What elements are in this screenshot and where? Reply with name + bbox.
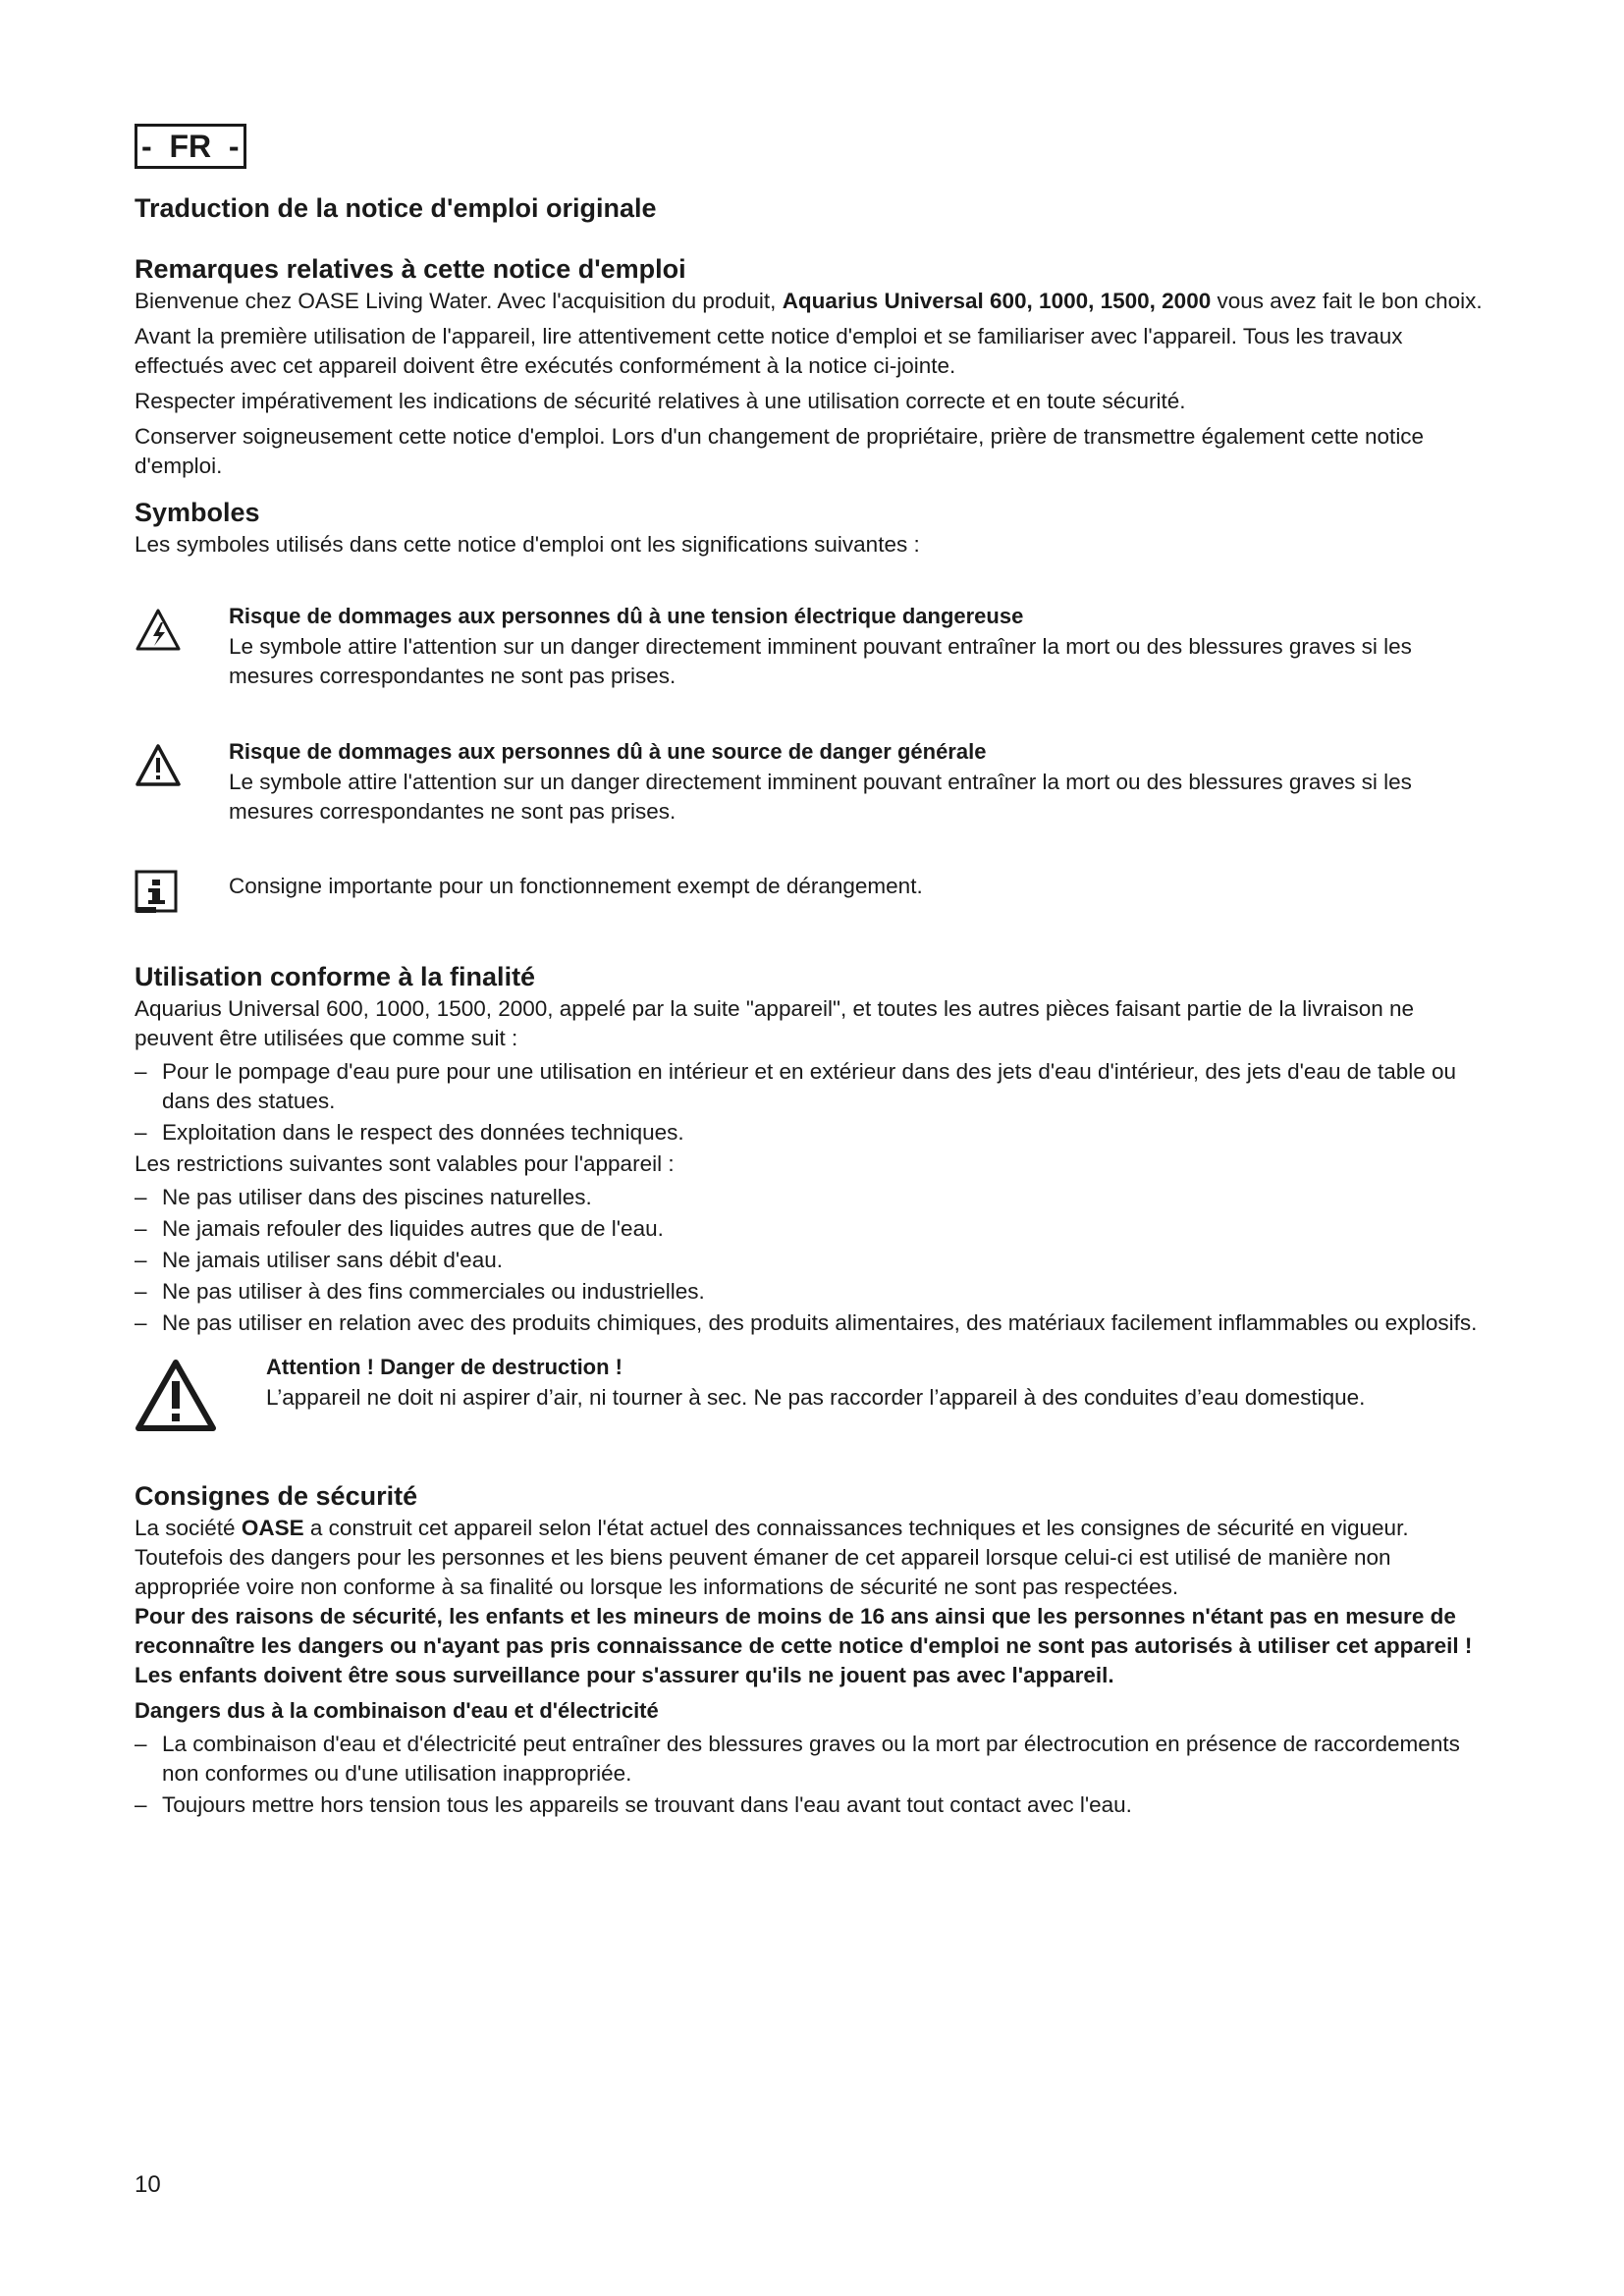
usage-intro: Aquarius Universal 600, 1000, 1500, 2000, appelé par la suite "appareil", et toutes les autres pièces faisant partie de la livraison ne peuvent être utilisées que comme suit : (135, 996, 1415, 1050)
usage-heading: Utilisation conforme à la finalité (135, 962, 536, 991)
symbol-general-text: Le symbole attire l'attention sur un danger directement imminent pouvant entraîner la mort ou des blessures graves si les mesures correspondantes ne sont pas prises. (229, 770, 1412, 824)
safety-subheading: Dangers dus à la combinaison d'eau et d'électricité (135, 1698, 659, 1723)
symbol-electric-text: Le symbole attire l'attention sur un danger directement imminent pouvant entraîner la mort ou des blessures graves si les mesures correspondantes ne sont pas prises. (229, 634, 1412, 688)
document-title: Traduction de la notice d'emploi originale (135, 193, 657, 223)
general-hazard-icon (135, 736, 229, 794)
safety-paragraph-1: La société OASE a construit cet appareil selon l'état actuel des connaissances techniques et les consignes de sécurité en vigueur. Toutefois des dangers pour les personnes et les biens peuvent émaner de cet appareil lorsque celui-ci est utilisé de manière non appropriée voire non conforme à sa finalité ou lorsque les informations de sécurité ne sont pas respectées. (135, 1516, 1409, 1599)
list-item: – Ne jamais refouler des liquides autres que de l'eau. (135, 1214, 1489, 1244)
remarks-heading: Remarques relatives à cette notice d'emploi (135, 254, 686, 284)
destruction-warning (135, 1352, 1489, 1439)
usage-section (135, 959, 1489, 1439)
symbols-section (135, 495, 1489, 920)
list-item: – Pour le pompage d'eau pure pour une utilisation en intérieur et en extérieur dans des jets d'eau d'intérieur, des jets d'eau de table ou dans des statues. (135, 1057, 1489, 1116)
symbol-electric-title: Risque de dommages aux personnes dû à une tension électrique dangereuse (229, 604, 1024, 628)
safety-heading: Consignes de sécurité (135, 1481, 418, 1511)
symbol-general-title: Risque de dommages aux personnes dû à une source de danger générale (229, 739, 987, 764)
remarks-paragraph-2: Avant la première utilisation de l'appareil, lire attentivement cette notice d'emploi et se familiariser avec l'appareil. Tous les travaux effectués avec cet appareil doivent être exécutés conformément à la notice ci-jointe. (135, 324, 1403, 378)
list-item: – Toujours mettre hors tension tous les appareils se trouvant dans l'eau avant tout contact avec l'eau. (135, 1790, 1489, 1820)
language-badge: - FR - (135, 124, 246, 169)
list-item: – Ne pas utiliser en relation avec des produits chimiques, des produits alimentaires, des matériaux facilement inflammables ou explosifs. (135, 1308, 1489, 1338)
document-page (135, 124, 1489, 1822)
product-name: Aquarius Universal 600, 1000, 1500, 2000 (782, 289, 1212, 313)
symbol-electric-hazard (135, 601, 1489, 691)
symbol-info-text: Consigne importante pour un fonctionnement exempt de dérangement. (229, 874, 923, 898)
remarks-paragraph-1: Bienvenue chez OASE Living Water. Avec l'acquisition du produit, Aquarius Universal 600, 1000, 1500, 2000 vous avez fait le bon choix. (135, 289, 1483, 313)
warning-icon (135, 1352, 266, 1439)
restrictions-list (135, 1183, 1489, 1338)
list-item: – Ne jamais utiliser sans débit d'eau. (135, 1246, 1489, 1275)
restrictions-intro: Les restrictions suivantes sont valables pour l'appareil : (135, 1151, 675, 1176)
list-item: – Ne pas utiliser à des fins commerciales ou industrielles. (135, 1277, 1489, 1307)
safety-children-warning: Pour des raisons de sécurité, les enfants et les mineurs de moins de 16 ans ainsi que les personnes n'étant pas en mesure de reconnaître les dangers ou n'ayant pas pris connaissance de cette notice d'emploi ne sont pas autorisés à utiliser cet appareil ! Les enfants doivent être sous surveillance pour s'assurer qu'ils ne jouent pas avec l'appareil. (135, 1604, 1473, 1687)
electric-hazard-icon (135, 601, 229, 659)
usage-allowed-list (135, 1057, 1489, 1148)
brand-name: OASE (241, 1516, 304, 1540)
remarks-paragraph-4: Conserver soigneusement cette notice d'emploi. Lors d'un changement de propriétaire, prière de transmettre également cette notice d'emploi. (135, 424, 1425, 478)
remarks-paragraph-3: Respecter impérativement les indications de sécurité relatives à une utilisation correcte et en toute sécurité. (135, 389, 1186, 413)
list-item: – Exploitation dans le respect des données techniques. (135, 1118, 1489, 1148)
warning-title: Attention ! Danger de destruction ! (266, 1355, 623, 1379)
symbol-general-hazard (135, 736, 1489, 827)
symbols-intro: Les symboles utilisés dans cette notice d'emploi ont les significations suivantes : (135, 532, 920, 557)
safety-list (135, 1730, 1489, 1820)
symbol-info (135, 866, 1489, 920)
page-number: 10 (135, 2171, 161, 2198)
remarks-section (135, 251, 1489, 481)
warning-text: L’appareil ne doit ni aspirer d’air, ni tourner à sec. Ne pas raccorder l’appareil à des conduites d’eau domestique. (266, 1385, 1366, 1410)
symbols-heading: Symboles (135, 498, 260, 527)
list-item: – Ne pas utiliser dans des piscines naturelles. (135, 1183, 1489, 1212)
list-item: – La combinaison d'eau et d'électricité peut entraîner des blessures graves ou la mort par électrocution en présence de raccordements non conformes ou d'une utilisation inappropriée. (135, 1730, 1489, 1789)
safety-section (135, 1478, 1489, 1820)
info-icon (135, 866, 229, 920)
